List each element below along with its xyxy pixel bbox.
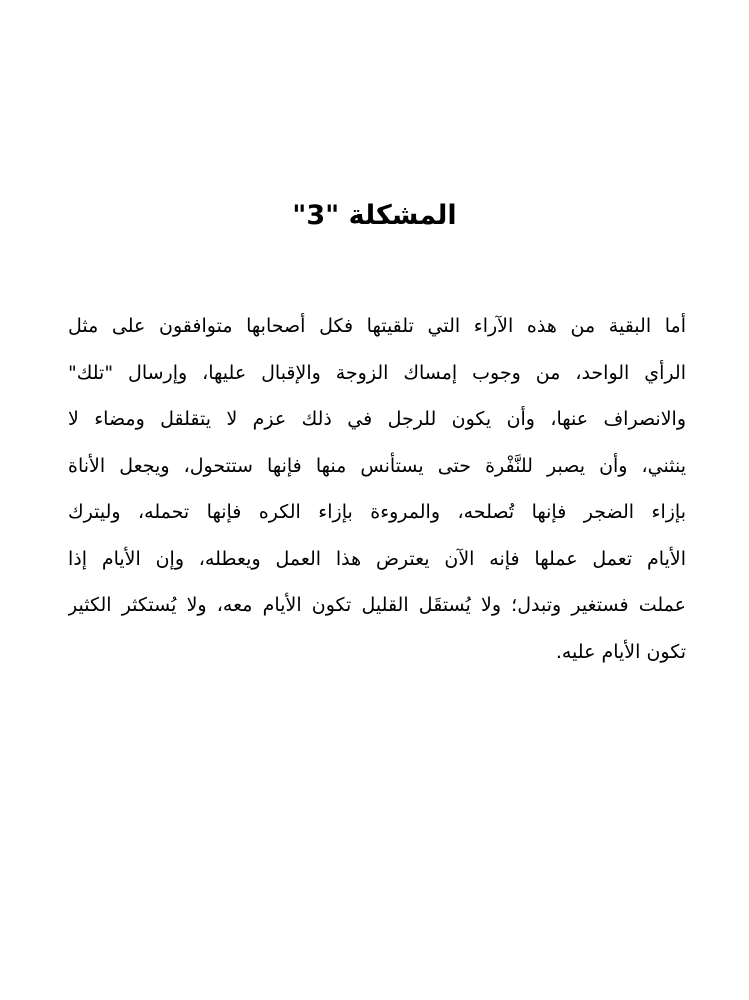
body-paragraph	[68, 306, 686, 678]
paragraph-line: تكون الأيام عليه.	[555, 640, 686, 663]
paragraph-line: الأيام تعمل عملها فإنه الآن يعترض هذا العمل ويعطله، وإن الأيام إذا	[68, 547, 686, 570]
paragraph-line: بإزاء الضجر فإنها تُصلحه، والمروءة بإزاء الكره فإنها تحمله، وليترك	[68, 501, 686, 523]
paragraph-line: والانصراف عنها، وأن يكون للرجل في ذلك عزم لا يتقلقل ومضاء لا	[68, 408, 686, 430]
paragraph-line: ينثني، وأن يصبر للنَّفْرة حتى يستأنس منها فإنها ستتحول، ويجعل الأناة	[68, 454, 686, 477]
page-title: المشكلة "3"	[292, 200, 457, 231]
paragraph-line: أما البقية من هذه الآراء التي تلقيتها فكل أصحابها متوافقون على مثل	[68, 315, 686, 337]
paragraph-line: عملت فستغير وتبدل؛ ولا يُستقَل القليل تكون الأيام معه، ولا يُستكثر الكثير	[68, 594, 686, 616]
paragraph-line: الرأي الواحد، من وجوب إمساك الزوجة والإقبال عليها، وإرسال "تلك"	[68, 361, 686, 384]
